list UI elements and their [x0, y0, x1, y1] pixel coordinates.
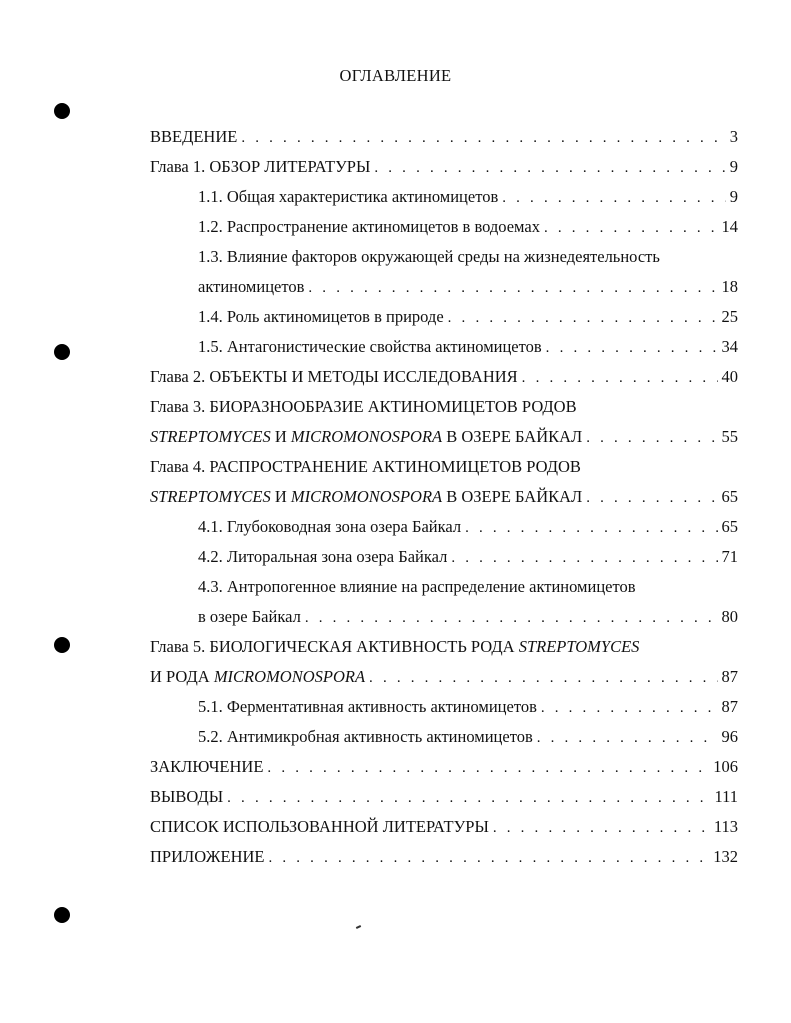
genus-micromonospora: MICROMONOSPORA: [213, 667, 366, 686]
toc-entry-text: 4.3. Антропогенное влияние на распределение актиномицетов: [198, 577, 636, 596]
genus-micromonospora: MICROMONOSPORA: [290, 427, 443, 446]
leader-dots: [227, 783, 710, 813]
toc-entry-chapter-4[interactable]: [150, 452, 738, 482]
toc-entry-text: Глава 2. ОБЪЕКТЫ И МЕТОДЫ ИССЛЕДОВАНИЯ: [150, 367, 518, 386]
conjunction: И: [270, 427, 291, 446]
toc-page-number: 65: [721, 487, 738, 506]
toc-page-number: 106: [713, 757, 738, 776]
toc-page-number: 9: [729, 157, 738, 176]
toc-entry-chapter-1[interactable]: [150, 152, 738, 182]
toc-entry-text: 4.2. Литоральная зона озера Байкал: [198, 547, 448, 566]
toc-entry-text: 1.4. Роль актиномицетов в природе: [198, 307, 444, 326]
toc-entry-section-4-1[interactable]: [198, 512, 738, 542]
page-title: ОГЛАВЛЕНИЕ: [339, 66, 452, 85]
toc-entry-text: ВВЕДЕНИЕ: [150, 127, 238, 146]
genus-streptomyces: STREPTOMYCES: [518, 637, 640, 656]
leader-dots: [546, 333, 718, 363]
leader-dots: [541, 693, 718, 723]
toc-entry-text: 5.1. Ферментативная активность актиномицетов: [198, 697, 537, 716]
toc-page-number: 111: [714, 787, 738, 806]
toc-entry-appendix[interactable]: [150, 842, 738, 872]
toc-entry-text: 1.2. Распространение актиномицетов в водоемах: [198, 217, 540, 236]
toc-entry-section-4-2[interactable]: [198, 542, 738, 572]
toc-page-number: 9: [729, 187, 738, 206]
leader-dots: [502, 183, 726, 213]
leader-dots: [522, 363, 718, 393]
toc-entry-chapter-4-continued[interactable]: [150, 482, 738, 512]
genus-streptomyces: STREPTOMYCES: [150, 487, 271, 506]
toc-page-number: 87: [721, 667, 738, 686]
toc-entry-text: 1.1. Общая характеристика актиномицетов: [198, 187, 499, 206]
toc-entry-text: 1.5. Антагонистические свойства актиномицетов: [198, 337, 542, 356]
toc-page-number: 55: [721, 427, 738, 446]
toc-entry-chapter-5-continued[interactable]: [150, 662, 738, 692]
toc-page-number: 3: [729, 127, 738, 146]
toc-page-number: 132: [713, 847, 738, 866]
toc-page-number: 18: [721, 277, 738, 296]
toc-entry-chapter-2[interactable]: [150, 362, 738, 392]
toc-entry-text: 4.1. Глубоководная зона озера Байкал: [198, 517, 462, 536]
toc-entry-section-1-2[interactable]: [198, 212, 738, 242]
toc-entry-text: актиномицетов: [198, 277, 305, 296]
conjunction: И: [270, 487, 291, 506]
leader-dots: [241, 123, 725, 153]
binder-hole-1: [54, 103, 70, 119]
leader-dots: [586, 483, 717, 513]
toc-entry-conclusion[interactable]: [150, 752, 738, 782]
toc-entry-section-1-4[interactable]: [198, 302, 738, 332]
leader-dots: [305, 603, 718, 633]
toc-entry-section-4-3-continued[interactable]: [198, 602, 738, 632]
toc-entry-section-5-1[interactable]: [198, 692, 738, 722]
chapter-5-heading: Глава 5. БИОЛОГИЧЕСКАЯ АКТИВНОСТЬ РОДА: [150, 637, 519, 656]
toc-entry-text: ВЫВОДЫ: [150, 787, 224, 806]
genus-streptomyces: STREPTOMYCES: [150, 427, 271, 446]
toc-page-number: 25: [721, 307, 738, 326]
leader-dots: [493, 813, 710, 843]
toc-page-number: 113: [713, 817, 738, 836]
toc-entry-text: 5.2. Антимикробная активность актиномицетов: [198, 727, 533, 746]
toc-entry-findings[interactable]: [150, 782, 738, 812]
toc-page-number: 71: [721, 547, 738, 566]
leader-dots: [465, 513, 717, 543]
toc-entry-text: Глава 1. ОБЗОР ЛИТЕРАТУРЫ: [150, 157, 371, 176]
toc-entry-references[interactable]: [150, 812, 738, 842]
toc-page-number: 80: [721, 607, 738, 626]
toc-page-number: 14: [721, 217, 738, 236]
toc-page-number: 40: [721, 367, 738, 386]
toc-entry-text: [150, 482, 582, 512]
scan-speck: [356, 925, 361, 929]
leader-dots: [267, 753, 709, 783]
genus-prefix: И РОДА: [150, 667, 214, 686]
toc-page-number: 96: [721, 727, 738, 746]
leader-dots: [369, 663, 717, 693]
table-of-contents: [0, 122, 791, 902]
toc-entry-section-1-1[interactable]: [198, 182, 738, 212]
toc-page-number: 87: [721, 697, 738, 716]
toc-entry-section-1-3[interactable]: [198, 242, 738, 272]
toc-entry-text: Глава 4. РАСПРОСТРАНЕНИЕ АКТИНОМИЦЕТОВ РОДОВ: [150, 457, 581, 476]
leader-dots: [448, 303, 718, 333]
toc-entry-text: [150, 422, 582, 452]
toc-entry-text: ЗАКЛЮЧЕНИЕ: [150, 757, 264, 776]
toc-entry-chapter-5[interactable]: [150, 632, 738, 662]
leader-dots: [374, 153, 725, 183]
binder-hole-4: [54, 907, 70, 923]
leader-dots: [586, 423, 717, 453]
toc-page-number: 65: [721, 517, 738, 536]
toc-entry-section-1-5[interactable]: [198, 332, 738, 362]
toc-entry-text: 1.3. Влияние факторов окружающей среды на жизнедеятельность: [198, 247, 660, 266]
toc-entry-section-5-2[interactable]: [198, 722, 738, 752]
leader-dots: [451, 543, 717, 573]
toc-entry-section-4-3[interactable]: [198, 572, 738, 602]
toc-entry-introduction[interactable]: [150, 122, 738, 152]
toc-entry-text: Глава 3. БИОРАЗНООБРАЗИЕ АКТИНОМИЦЕТОВ РОДОВ: [150, 397, 577, 416]
leader-dots: [537, 723, 718, 753]
toc-entry-chapter-3-continued[interactable]: [150, 422, 738, 452]
toc-entry-text: [150, 632, 639, 662]
lake-phrase: В ОЗЕРЕ БАЙКАЛ: [442, 487, 583, 506]
leader-dots: [544, 213, 718, 243]
genus-micromonospora: MICROMONOSPORA: [290, 487, 443, 506]
toc-entry-chapter-3[interactable]: [150, 392, 738, 422]
leader-dots: [268, 843, 709, 873]
leader-dots: [308, 273, 717, 303]
lake-phrase: В ОЗЕРЕ БАЙКАЛ: [442, 427, 583, 446]
toc-entry-section-1-3-continued[interactable]: [198, 272, 738, 302]
toc-entry-text: [150, 662, 365, 692]
toc-entry-text: в озере Байкал: [198, 607, 301, 626]
toc-page-number: 34: [721, 337, 738, 356]
toc-entry-text: ПРИЛОЖЕНИЕ: [150, 847, 265, 866]
toc-entry-text: СПИСОК ИСПОЛЬЗОВАННОЙ ЛИТЕРАТУРЫ: [150, 817, 489, 836]
